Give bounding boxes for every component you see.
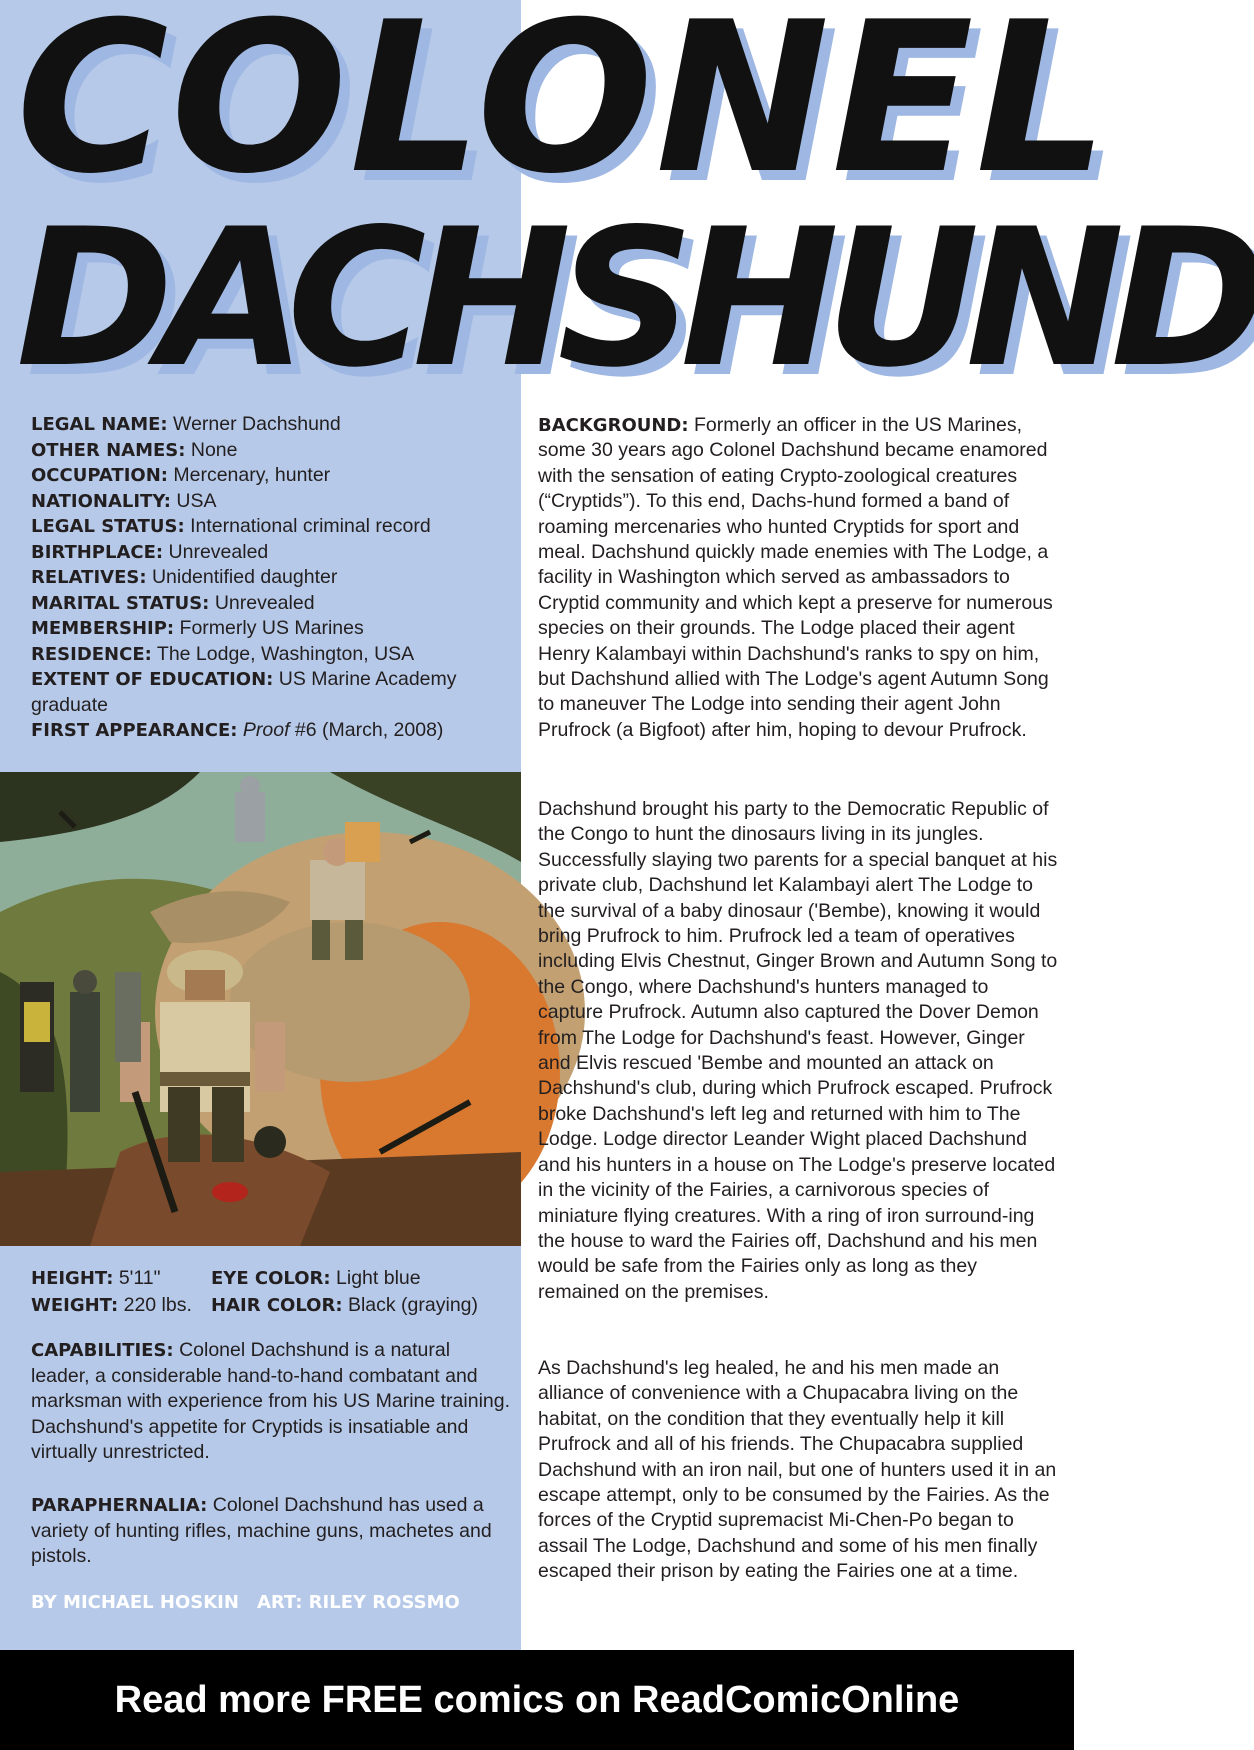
- stat-hair-color: HAIR COLOR: Black (graying): [211, 1294, 478, 1316]
- stat-birthplace: BIRTHPLACE: Unrevealed: [31, 540, 269, 563]
- art-credit: ART: RILEY ROSSMO: [256, 1592, 460, 1613]
- comic-panel-illustration: [0, 772, 521, 1246]
- stat-first-appearance: FIRST APPEARANCE: Proof #6 (March, 2008): [31, 719, 444, 741]
- capabilities-paragraph: CAPABILITIES: Colonel Dachshund is a natural leader, a considerable hand-to-hand combatant and marksman with experience from his US Marine training. Dachshund's appetite for Cryptids is insatiable and virtually unrestricted.: [31, 1339, 511, 1463]
- stat-legal-name: LEGAL NAME: Werner Dachshund: [31, 413, 341, 435]
- stat-legal-status: LEGAL STATUS: International criminal record: [31, 515, 431, 537]
- paraphernalia-paragraph: PARAPHERNALIA: Colonel Dachshund has used a variety of hunting rifles, machine guns, machetes and pistols.: [31, 1494, 492, 1567]
- physical-stats: [31, 1265, 511, 1319]
- stat-marital-status: MARITAL STATUS: Unrevealed: [31, 591, 315, 614]
- title-line-1: COLONEL: [16, 0, 1111, 220]
- background-paragraph-2: Dachshund brought his party to the Democratic Republic of the Congo to hunt the dinosaurs living in its jungles. Successfully slaying two parents for a special banquet at his private club, Dachshund let Kalambayi alert The Lodge to the survival of a baby dinosaur ('Bembe), knowing it would bring Prufrock to him. Prufrock led a team of operatives including Elvis Chestnut, Ginger Brown and Autumn Song to the Congo, where Dachshund's hunters managed to capture Prufrock. Autumn also captured the Dover Demon from The Lodge for Dachshund's feast. However, Ginger and Elvis rescued 'Bembe and mounted an attack on Dachshund's club, during which Prufrock escaped. Prufrock broke Dachshund's left leg and returned with him to The Lodge. Lodge director Leander Wight placed Dachshund and his hunters in a house on The Lodge's preserve located in the vicinity of the Fairies, a carnivorous species of miniature flying creatures. With a ring of iron surround-ing the house to ward the Fairies off, Dachshund and his men would be safe from the Fairies only as long as they remained on the premises.: [538, 798, 1058, 1303]
- stat-residence: RESIDENCE: The Lodge, Washington, USA: [31, 642, 415, 665]
- stat-weight: WEIGHT: 220 lbs.: [31, 1294, 192, 1316]
- promo-banner[interactable]: [0, 1650, 1074, 1750]
- writer-credit: BY MICHAEL HOSKIN: [31, 1592, 239, 1613]
- background-paragraph-1: BACKGROUND: Formerly an officer in the US Marines, some 30 years ago Colonel Dachshund became enamored with the sensation of eating Crypto-zoological creatures (“Cryptids”). To this end, Dachs-hund formed a band of roaming mercenaries who hunted Cryptids for sport and meal. Dachshund quickly made enemies with The Lodge, a facility in Washington which served as ambassadors to Cryptid community and which kept a preserve for numerous species on their grounds. The Lodge placed their agent Henry Kalambayi within Dachshund's ranks to spy on him, but Dachshund allied with The Lodge's agent Autumn Song to maneuver The Lodge into sending their agent John Prufrock (a Bigfoot) after him, hoping to devour Prufrock.: [538, 414, 1053, 741]
- stat-eye-color: EYE COLOR: Light blue: [211, 1267, 421, 1289]
- promo-banner-text[interactable]: Read more FREE comics on ReadComicOnline: [114, 1679, 960, 1721]
- stat-other-names: OTHER NAMES: None: [31, 438, 238, 461]
- stat-membership: MEMBERSHIP: Formerly US Marines: [31, 617, 364, 639]
- stat-occupation: OCCUPATION: Mercenary, hunter: [31, 464, 331, 486]
- stat-nationality: NATIONALITY: USA: [31, 489, 217, 512]
- credits: [31, 1592, 478, 1613]
- title-line-2: DACHSHUND: [16, 188, 1254, 409]
- background-paragraph-3: As Dachshund's leg healed, he and his men made an alliance of convenience with a Chupacabra living on the habitat, on the condition that they eventually help it kill Prufrock and all of his friends. The Chupacabra supplied Dachshund with an iron nail, but one of hunters used it in an escape attempt, only to be consumed by the Fairies. As the forces of the Cryptid supremacist Mi-Chen-Po began to assail The Lodge, Dachshund and some of his men finally escaped their prison by eating the Fairies one at a time.: [538, 1357, 1057, 1583]
- stat-relatives: RELATIVES: Unidentified daughter: [31, 566, 338, 588]
- stat-height: HEIGHT: 5'11": [31, 1267, 161, 1289]
- stat-education: EXTENT OF EDUCATION: US Marine Academy graduate: [31, 668, 457, 716]
- comic-panel-art: [0, 772, 521, 1246]
- stats-block: [31, 412, 511, 744]
